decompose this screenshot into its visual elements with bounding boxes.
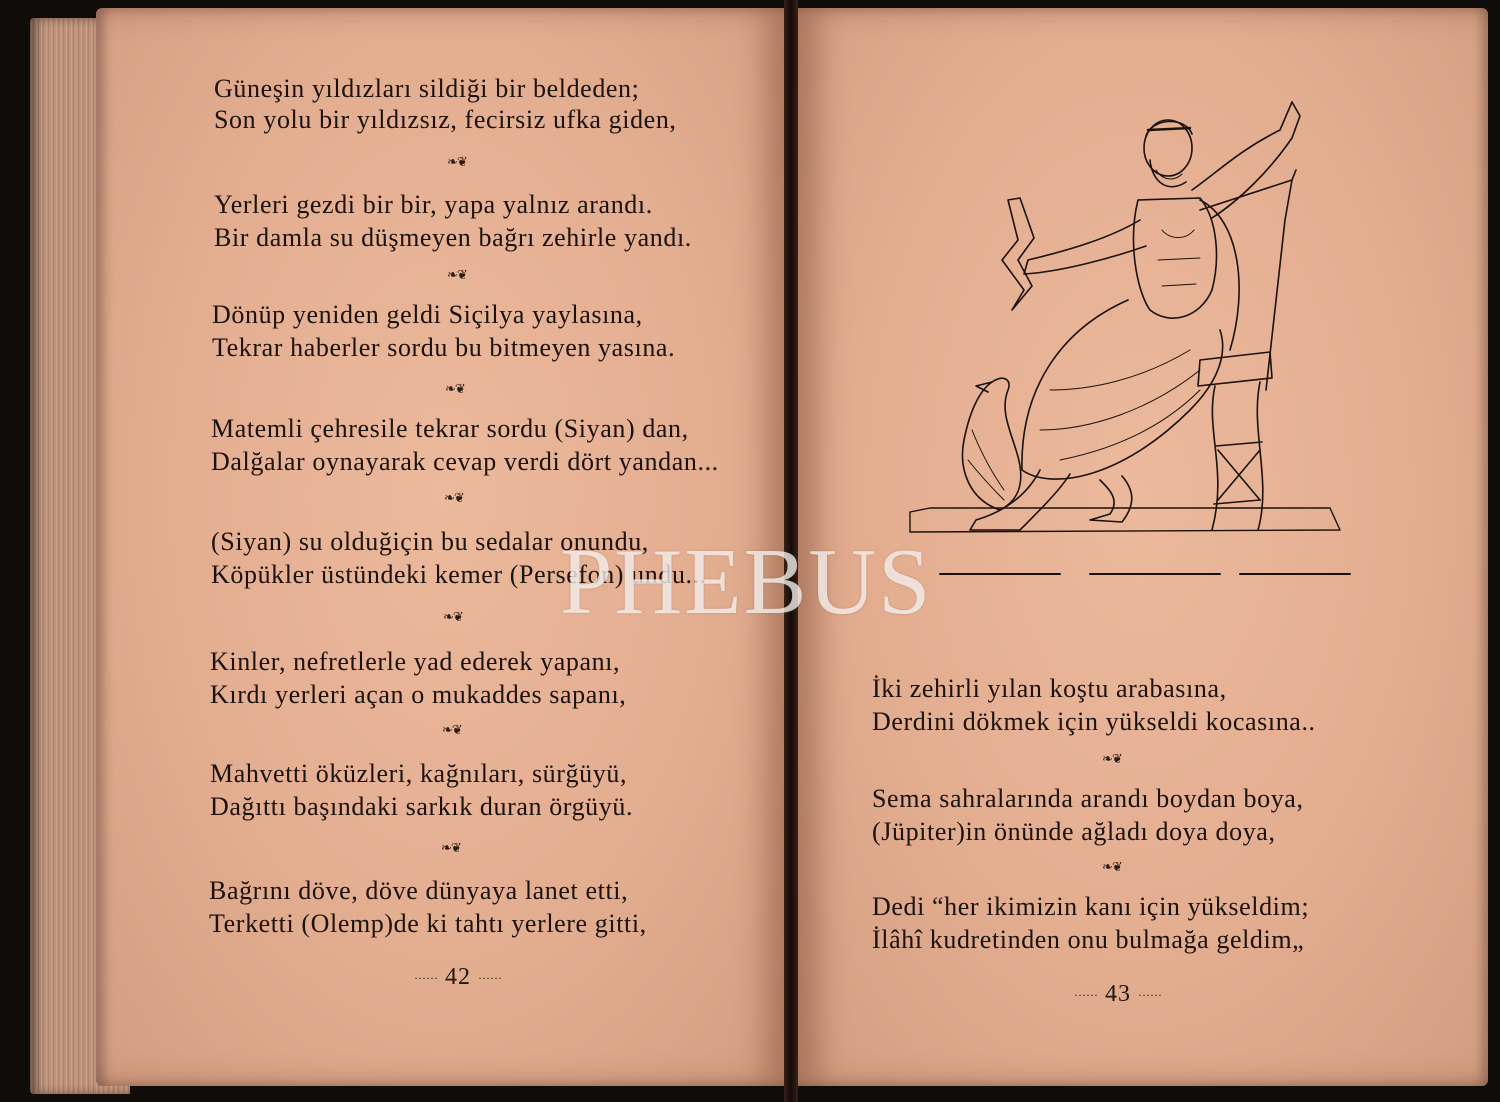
- verse-line: Dedi “her ikimizin kanı için yükseldim;: [872, 892, 1310, 921]
- stanza-right-1: [872, 672, 1316, 738]
- ornament-divider: ❧❦: [443, 610, 463, 625]
- stanza-right-3: [872, 890, 1309, 956]
- ornament-divider: ❧❦: [441, 841, 461, 856]
- verse-line: Güneşin yıldızları sildiği bir beldeden;: [214, 74, 640, 103]
- verse-line: Son yolu bir yıldızsız, fecirsiz ufka giden,: [214, 105, 677, 134]
- page-number-right: [1074, 981, 1162, 1008]
- stanza-left-1: [214, 72, 677, 136]
- verse-line: Terketti (Olemp)de ki tahtı yerlere gitti,: [209, 909, 647, 938]
- folio-dots: ······: [477, 970, 502, 985]
- verse-line: Dönüp yeniden geldi Siçilya yaylasına,: [212, 300, 643, 329]
- stanza-left-2: [214, 188, 692, 254]
- verse-line: Bağrını döve, döve dünyaya lanet etti,: [209, 876, 629, 905]
- verse-line: Tekrar haberler sordu bu bitmeyen yasına.: [212, 333, 676, 362]
- ornament-divider: ❧❦: [447, 268, 467, 283]
- ornament-divider: ❧❦: [444, 491, 464, 506]
- ornament-divider: ❧❦: [442, 723, 462, 738]
- stanza-left-4: [211, 412, 719, 478]
- stanza-left-7: [210, 757, 633, 823]
- verse-line: Derdini dökmek için yükseldi kocasına..: [872, 707, 1316, 736]
- ornament-divider: ❧❦: [1102, 752, 1122, 767]
- verse-line: Kinler, nefretlerle yad ederek yapanı,: [210, 647, 621, 676]
- verse-line: Mahvetti öküzleri, kağnıları, sürğüyü,: [210, 759, 628, 788]
- stanza-left-6: [210, 645, 626, 711]
- verse-line: (Jüpiter)in önünde ağladı doya doya,: [872, 817, 1276, 846]
- stanza-left-3: [212, 298, 675, 364]
- folio-dots: ······: [1137, 987, 1162, 1002]
- verse-line: Dağıttı başındaki sarkık duran örgüyü.: [210, 792, 634, 821]
- verse-line: Sema sahralarında arandı boydan boya,: [872, 784, 1304, 813]
- page-number-left: [414, 964, 502, 991]
- verse-line: Dalğalar oynayarak cevap verdi dört yandan...: [211, 447, 719, 476]
- verse-line: Yerleri gezdi bir bir, yapa yalnız arandı.: [214, 190, 653, 219]
- verse-line: Köpükler üstündeki kemer (Persefon) undu...: [211, 560, 707, 589]
- watermark: PHEBUS: [560, 530, 933, 634]
- stanza-right-2: [872, 782, 1304, 848]
- ornament-divider: ❧❦: [1102, 860, 1122, 875]
- page-number: 43: [1104, 981, 1131, 1007]
- page-number: 42: [444, 964, 471, 990]
- seated-jupiter-with-eagle-engraving-icon: [900, 90, 1360, 590]
- verse-line: Kırdı yerleri açan o mukaddes sapanı,: [210, 680, 627, 709]
- verse-line: İki zehirli yılan koştu arabasına,: [872, 674, 1227, 703]
- folio-dots: ······: [414, 970, 438, 985]
- ornament-divider: ❧❦: [445, 382, 465, 397]
- verse-line: (Siyan) su olduğiçin bu sedalar onundu,: [211, 527, 649, 556]
- verse-line: İlâhî kudretinden onu bulmağa geldim„: [872, 925, 1305, 954]
- stanza-left-8: [209, 874, 647, 940]
- verse-line: Bir damla su düşmeyen bağrı zehirle yandı.: [214, 223, 692, 252]
- folio-dots: ······: [1074, 987, 1098, 1002]
- ornament-divider: ❧❦: [447, 155, 467, 170]
- verse-line: Matemli çehresile tekrar sordu (Siyan) dan,: [211, 414, 689, 443]
